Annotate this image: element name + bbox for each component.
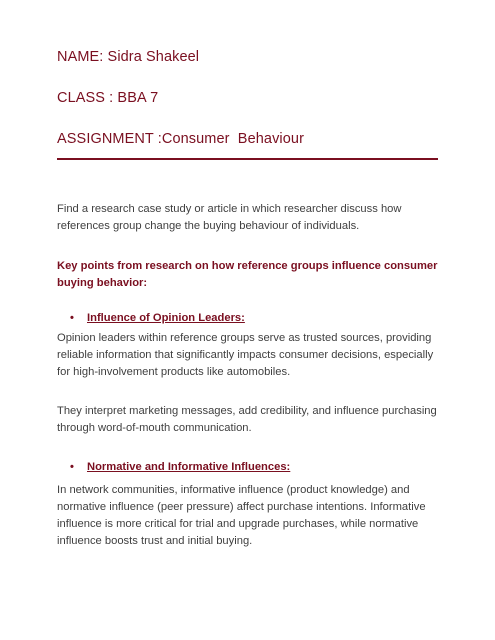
bullet-item-opinion-leaders <box>70 310 245 327</box>
key-points-heading: Key points from research on how reference groups influence consumer buying behavior: <box>57 260 438 289</box>
paragraph: They interpret marketing messages, add credibility, and influence purchasing through word-of-mouth communication. <box>57 405 437 434</box>
assignment-title-line: ASSIGNMENT :Consumer Behaviour <box>57 131 305 147</box>
section-heading: Influence of Opinion Leaders: <box>87 312 245 324</box>
bullet-icon: • <box>70 312 74 324</box>
bullet-icon: • <box>70 461 74 473</box>
paragraph: In network communities, informative influence (product knowledge) and normative influence (peer pressure) affect purchase intentions. Informative influence is more critical for trial and upgrade purchases, while normative influence boosts trust and initial buying. <box>57 484 426 547</box>
section-heading: Normative and Informative Influences: <box>87 461 291 473</box>
class-line: CLASS : BBA 7 <box>57 90 159 106</box>
title-divider <box>57 158 438 160</box>
student-name-line: NAME: Sidra Shakeel <box>57 49 200 65</box>
assignment-question: Find a research case study or article in which researcher discuss how references group change the buying behaviour of individuals. <box>57 203 402 232</box>
paragraph: Opinion leaders within reference groups serve as trusted sources, providing reliable information that significantly impacts consumer decisions, especially for high-involvement products like automobiles. <box>57 332 434 378</box>
bullet-item-normative-informative <box>70 459 290 476</box>
